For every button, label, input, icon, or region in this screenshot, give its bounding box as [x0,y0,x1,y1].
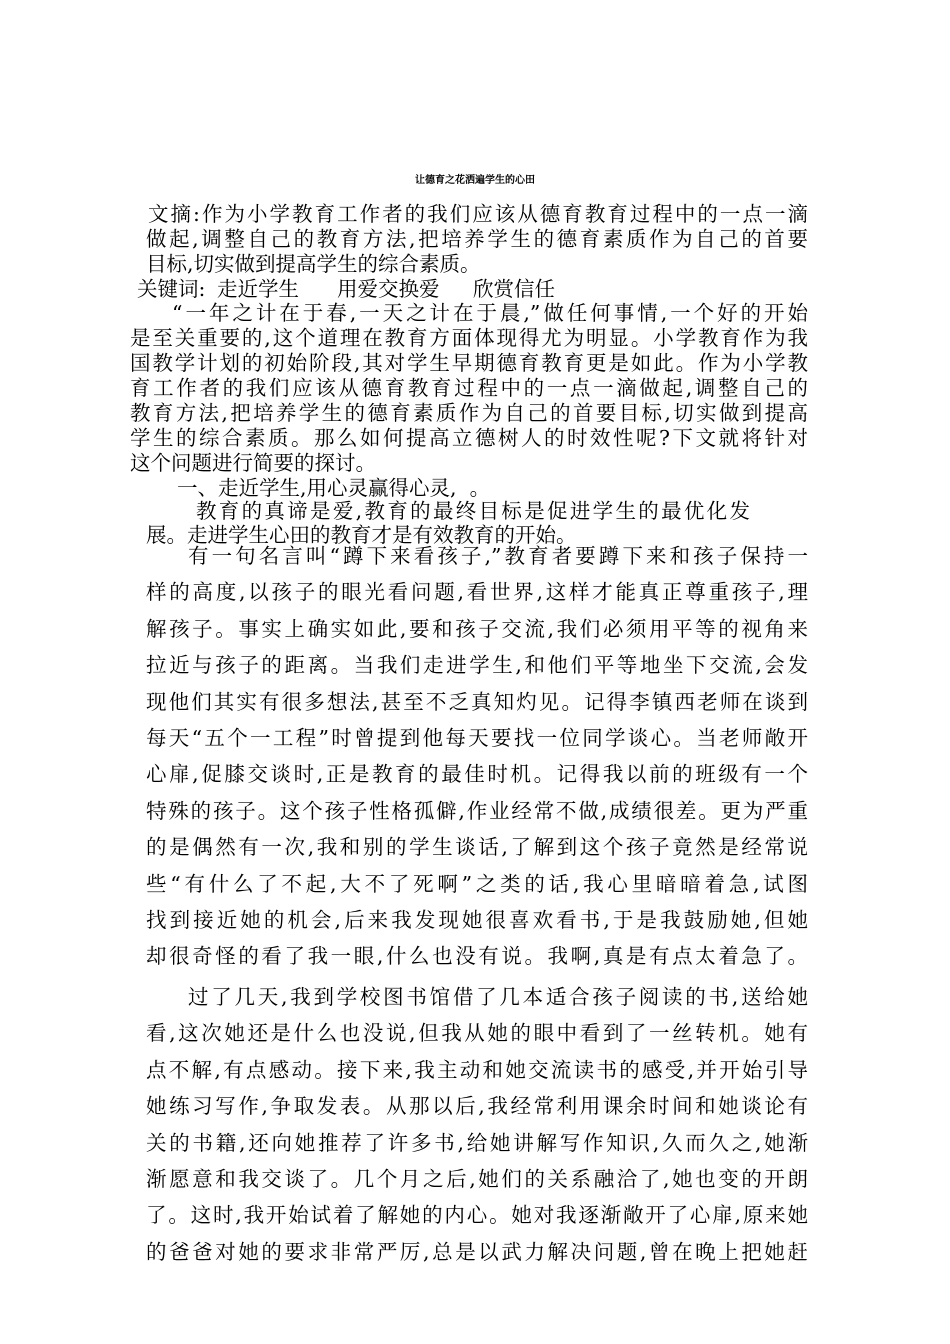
paragraph-line: 每天“五个一工程”时曾提到他每天要找一位同学谈心。当老师敞开 [146,726,808,750]
keyword-item: 用爱交换爱 [337,277,440,301]
paragraph-line: 渐愿意和我交谈了。几个月之后,她们的关系融洽了,她也变的开朗 [146,1167,808,1191]
abstract-line: 目标,切实做到提高学生的综合素质。 [146,252,481,276]
paragraph-line: 有一句名言叫“蹲下来看孩子,”教育者要蹲下来和孩子保持一 [188,544,808,568]
paragraph-line: “一年之计在于春,一天之计在于晨,”做任何事情,一个好的开始 [172,301,808,325]
abstract-line: 文摘:作为小学教育工作者的我们应该从德育教育过程中的一点一滴 [148,202,808,226]
paragraph-line: 些“有什么了不起,大不了死啊”之类的话,我心里暗暗着急,试图 [146,872,808,896]
paragraph-line: 的爸爸对她的要求非常严厉,总是以武力解决问题,曾在晚上把她赶 [146,1240,808,1264]
paragraph-line: 拉近与孩子的距离。当我们走进学生,和他们平等地坐下交流,会发 [146,653,808,677]
paragraph-line: 她练习写作,争取发表。从那以后,我经常利用课余时间和她谈论有 [146,1094,808,1118]
document-title: 让德育之花洒遍学生的心田 [415,175,535,186]
paragraph-line: 样的高度,以孩子的眼光看问题,看世界,这样才能真正尊重孩子,理 [146,580,808,604]
paragraph-line: 现他们其实有很多想法,甚至不乏真知灼见。记得李镇西老师在谈到 [146,690,808,714]
paragraph-line: 过了几天,我到学校图书馆借了几本适合孩子阅读的书,送给她 [188,985,808,1009]
paragraph-line: 学生的综合素质。那么如何提高立德树人的时效性呢?下文就将针对 [130,426,808,450]
paragraph-line: 教育方法,把培养学生的德育素质作为自己的首要目标,切实做到提高 [130,401,808,425]
paragraph-line: 解孩子。事实上确实如此,要和孩子交流,我们必须用平等的视角来 [146,617,808,641]
paragraph-line: 是至关重要的,这个道理在教育方面体现得尤为明显。小学教育作为我 [130,326,808,350]
paragraph-line: 关的书籍,还向她推荐了许多书,给她讲解写作知识,久而久之,她渐 [146,1131,808,1155]
keyword-item: 欣赏信任 [473,277,555,301]
paragraph-line: 展。走进学生心田的教育才是有效教育的开始。 [146,523,577,547]
paragraph-line: 特殊的孩子。这个孩子性格孤僻,作业经常不做,成绩很差。更为严重 [146,799,808,823]
abstract-line: 做起,调整自己的教育方法,把培养学生的德育素质作为自己的首要 [146,227,808,251]
paragraph-line: 点不解,有点感动。接下来,我主动和她交流读书的感受,并开始引导 [146,1058,808,1082]
paragraph-line: 的是偶然有一次,我和别的学生谈话,了解到这个孩子竟然是经常说 [146,835,808,859]
paragraph-line: 教育的真谛是爱,教育的最终目标是促进学生的最优化发 [196,499,750,523]
paragraph-line: 却很奇怪的看了我一眼,什么也没有说。我啊,真是有点太着急了。 [146,944,808,968]
paragraph-line: 找到接近她的机会,后来我发现她很喜欢看书,于是我鼓励她,但她 [146,908,808,932]
paragraph-line: 这个问题进行简要的探讨。 [130,451,376,475]
paragraph-line: 育工作者的我们应该从德育教育过程中的一点一滴做起,调整自己的 [130,376,808,400]
keywords-label: 关键词: [137,277,206,301]
paragraph-line: 国教学计划的初始阶段,其对学生早期德育教育更是如此。作为小学教 [130,351,808,375]
paragraph-line: 看,这次她还是什么也没说,但我从她的眼中看到了一丝转机。她有 [146,1021,808,1045]
keyword-item: 走近学生 [217,277,299,301]
paragraph-line: 了。这时,我开始试着了解她的内心。她对我逐渐敞开了心扉,原来她 [146,1203,808,1227]
section-heading: 一、走近学生,用心灵赢得心灵, 。 [177,476,491,500]
paragraph-line: 心扉,促膝交谈时,正是教育的最佳时机。记得我以前的班级有一个 [146,762,808,786]
